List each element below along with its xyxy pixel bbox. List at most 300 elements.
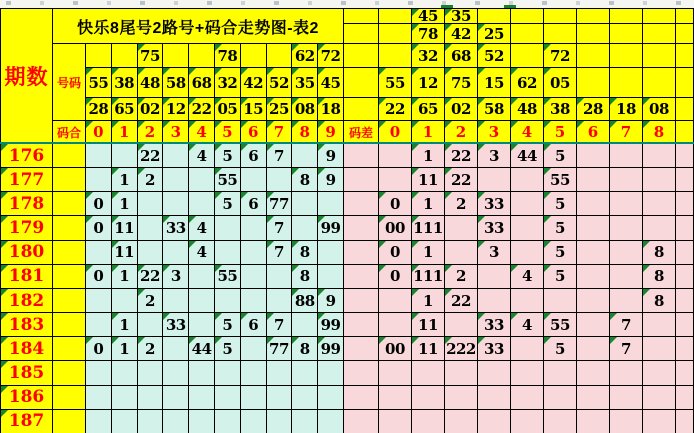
macha-header-number-r1-c0[interactable]: [379, 9, 412, 24]
macha-label[interactable]: 码差: [344, 121, 379, 144]
macha-label-column-cell[interactable]: [344, 24, 379, 44]
macha-cell-176-1[interactable]: 1: [412, 144, 445, 168]
mahe-header-number-r1-c2[interactable]: 75: [138, 44, 164, 68]
macha-digit-5[interactable]: 5: [544, 121, 577, 144]
macha-label-column-cell[interactable]: [344, 144, 379, 168]
mahe-cell-180-5[interactable]: [215, 241, 241, 265]
mahe-label-column-cell[interactable]: [53, 168, 86, 192]
mahe-cell-185-8[interactable]: [292, 361, 318, 385]
macha-cell-186-5[interactable]: [544, 386, 577, 410]
macha-cell-181-8[interactable]: 8: [643, 265, 676, 289]
mahe-cell-180-3[interactable]: [163, 241, 189, 265]
macha-cell-185-2[interactable]: [445, 361, 478, 385]
mahe-cell-186-0[interactable]: [86, 386, 112, 410]
clipped-edge-column-cell[interactable]: [676, 44, 694, 68]
mahe-cell-178-9[interactable]: [318, 192, 344, 216]
macha-cell-177-2[interactable]: 22: [445, 168, 478, 192]
period-cell-181[interactable]: 181: [1, 265, 53, 289]
clipped-edge-column-cell[interactable]: [676, 192, 694, 216]
mahe-cell-176-0[interactable]: [86, 144, 112, 168]
macha-cell-182-4[interactable]: [511, 289, 544, 313]
mahe-cell-187-7[interactable]: [267, 410, 293, 433]
macha-cell-180-6[interactable]: [577, 241, 610, 265]
macha-cell-183-2[interactable]: [445, 313, 478, 337]
mahe-digit-3[interactable]: 3: [163, 121, 189, 144]
macha-cell-187-7[interactable]: [610, 410, 643, 433]
mahe-cell-182-5[interactable]: [215, 289, 241, 313]
mahe-label-column-cell[interactable]: [53, 313, 86, 337]
macha-cell-179-5[interactable]: 5: [544, 216, 577, 240]
macha-cell-177-4[interactable]: [511, 168, 544, 192]
macha-label-column-cell[interactable]: [344, 361, 379, 385]
macha-cell-181-2[interactable]: 2: [445, 265, 478, 289]
macha-label-column-cell[interactable]: [344, 216, 379, 240]
mahe-label[interactable]: 码合: [53, 121, 86, 144]
mahe-cell-179-5[interactable]: [215, 216, 241, 240]
macha-digit-8[interactable]: 8: [643, 121, 676, 144]
mahe-cell-176-4[interactable]: 4: [189, 144, 215, 168]
mahe-cell-176-1[interactable]: [112, 144, 138, 168]
macha-header-number-r4-c7[interactable]: [610, 68, 643, 98]
macha-digit-4[interactable]: 4: [511, 121, 544, 144]
macha-cell-177-3[interactable]: [478, 168, 511, 192]
mahe-cell-176-3[interactable]: [163, 144, 189, 168]
mahe-cell-176-8[interactable]: [292, 144, 318, 168]
macha-header-number-r2-c7[interactable]: [610, 24, 643, 44]
mahe-cell-177-1[interactable]: 1: [112, 168, 138, 192]
macha-cell-183-3[interactable]: 33: [478, 313, 511, 337]
macha-cell-182-0[interactable]: [379, 289, 412, 313]
clipped-edge-column-cell[interactable]: [676, 386, 694, 410]
macha-cell-180-1[interactable]: 1: [412, 241, 445, 265]
macha-header-number-r4-c0[interactable]: 55: [379, 68, 412, 98]
macha-header-number-r3-c5[interactable]: 72: [544, 44, 577, 68]
macha-cell-185-0[interactable]: [379, 361, 412, 385]
macha-cell-176-4[interactable]: 44: [511, 144, 544, 168]
macha-header-number-r5-c3[interactable]: 58: [478, 98, 511, 121]
mahe-header-number-r2-c8[interactable]: 35: [292, 68, 318, 98]
mahe-cell-177-3[interactable]: [163, 168, 189, 192]
macha-cell-183-0[interactable]: [379, 313, 412, 337]
mahe-cell-184-6[interactable]: [241, 337, 267, 361]
macha-cell-183-4[interactable]: 4: [511, 313, 544, 337]
mahe-cell-180-4[interactable]: 4: [189, 241, 215, 265]
mahe-label-column-cell[interactable]: [53, 241, 86, 265]
macha-cell-179-7[interactable]: [610, 216, 643, 240]
macha-header-number-r1-c4[interactable]: [511, 9, 544, 24]
mahe-header-number-r3-c8[interactable]: 08: [292, 98, 318, 121]
macha-cell-184-7[interactable]: 7: [610, 337, 643, 361]
mahe-cell-177-6[interactable]: [241, 168, 267, 192]
macha-header-number-r3-c8[interactable]: [643, 44, 676, 68]
macha-header-number-r2-c4[interactable]: [511, 24, 544, 44]
mahe-cell-182-6[interactable]: [241, 289, 267, 313]
macha-cell-179-1[interactable]: 111: [412, 216, 445, 240]
macha-cell-185-6[interactable]: [577, 361, 610, 385]
mahe-cell-186-2[interactable]: [138, 386, 164, 410]
macha-label-column-cell[interactable]: [344, 68, 379, 98]
macha-label-column-cell[interactable]: [344, 265, 379, 289]
macha-cell-187-0[interactable]: [379, 410, 412, 433]
clipped-edge-column-cell[interactable]: [676, 121, 694, 144]
mahe-header-number-r2-c5[interactable]: 32: [215, 68, 241, 98]
macha-cell-179-4[interactable]: [511, 216, 544, 240]
mahe-cell-180-0[interactable]: [86, 241, 112, 265]
mahe-cell-183-5[interactable]: 5: [215, 313, 241, 337]
macha-cell-186-2[interactable]: [445, 386, 478, 410]
macha-cell-182-7[interactable]: [610, 289, 643, 313]
macha-cell-183-5[interactable]: 55: [544, 313, 577, 337]
period-cell-187[interactable]: 187: [1, 410, 53, 433]
clipped-edge-column-cell[interactable]: [676, 98, 694, 121]
macha-cell-176-6[interactable]: [577, 144, 610, 168]
macha-cell-187-2[interactable]: [445, 410, 478, 433]
mahe-cell-177-8[interactable]: 8: [292, 168, 318, 192]
mahe-header-number-r1-c6[interactable]: [241, 44, 267, 68]
period-cell-178[interactable]: 178: [1, 192, 53, 216]
mahe-cell-178-3[interactable]: [163, 192, 189, 216]
mahe-cell-180-1[interactable]: 11: [112, 241, 138, 265]
mahe-cell-185-7[interactable]: [267, 361, 293, 385]
mahe-cell-182-0[interactable]: [86, 289, 112, 313]
mahe-cell-185-5[interactable]: [215, 361, 241, 385]
clipped-edge-column-cell[interactable]: [676, 289, 694, 313]
mahe-cell-185-6[interactable]: [241, 361, 267, 385]
mahe-cell-186-5[interactable]: [215, 386, 241, 410]
macha-cell-184-6[interactable]: [577, 337, 610, 361]
mahe-cell-187-4[interactable]: [189, 410, 215, 433]
mahe-cell-184-4[interactable]: 44: [189, 337, 215, 361]
macha-cell-180-4[interactable]: [511, 241, 544, 265]
mahe-cell-181-6[interactable]: [241, 265, 267, 289]
mahe-header-number-r3-c5[interactable]: 05: [215, 98, 241, 121]
mahe-cell-181-7[interactable]: [267, 265, 293, 289]
mahe-cell-179-7[interactable]: 7: [267, 216, 293, 240]
mahe-cell-184-9[interactable]: 99: [318, 337, 344, 361]
mahe-cell-185-9[interactable]: [318, 361, 344, 385]
macha-cell-185-3[interactable]: [478, 361, 511, 385]
macha-cell-180-8[interactable]: 8: [643, 241, 676, 265]
macha-cell-186-3[interactable]: [478, 386, 511, 410]
macha-cell-178-6[interactable]: [577, 192, 610, 216]
period-cell-182[interactable]: 182: [1, 289, 53, 313]
period-cell-177[interactable]: 177: [1, 168, 53, 192]
macha-label-column-cell[interactable]: [344, 168, 379, 192]
mahe-header-number-r3-c9[interactable]: 18: [318, 98, 344, 121]
macha-cell-181-4[interactable]: 4: [511, 265, 544, 289]
macha-cell-186-1[interactable]: [412, 386, 445, 410]
macha-cell-184-1[interactable]: 11: [412, 337, 445, 361]
mahe-cell-178-1[interactable]: 1: [112, 192, 138, 216]
mahe-cell-182-4[interactable]: [189, 289, 215, 313]
macha-header-number-r5-c7[interactable]: 18: [610, 98, 643, 121]
mahe-cell-183-7[interactable]: 7: [267, 313, 293, 337]
mahe-cell-177-0[interactable]: [86, 168, 112, 192]
macha-cell-180-3[interactable]: 3: [478, 241, 511, 265]
mahe-cell-186-8[interactable]: [292, 386, 318, 410]
period-cell-186[interactable]: 186: [1, 386, 53, 410]
mahe-cell-184-3[interactable]: [163, 337, 189, 361]
macha-cell-178-1[interactable]: 1: [412, 192, 445, 216]
mahe-cell-183-1[interactable]: 1: [112, 313, 138, 337]
mahe-header-number-r3-c6[interactable]: 15: [241, 98, 267, 121]
macha-header-number-r4-c5[interactable]: 05: [544, 68, 577, 98]
mahe-cell-179-4[interactable]: 4: [189, 216, 215, 240]
macha-cell-177-1[interactable]: 11: [412, 168, 445, 192]
mahe-cell-181-5[interactable]: 55: [215, 265, 241, 289]
mahe-header-number-r1-c4[interactable]: [189, 44, 215, 68]
macha-cell-179-6[interactable]: [577, 216, 610, 240]
mahe-cell-181-4[interactable]: [189, 265, 215, 289]
table-title[interactable]: 快乐8尾号2路号+码合走势图-表2: [53, 9, 344, 44]
macha-cell-182-6[interactable]: [577, 289, 610, 313]
mahe-cell-185-1[interactable]: [112, 361, 138, 385]
clipped-edge-column-cell[interactable]: [676, 265, 694, 289]
mahe-label-column-cell[interactable]: [53, 216, 86, 240]
macha-cell-186-4[interactable]: [511, 386, 544, 410]
macha-header-number-r4-c6[interactable]: [577, 68, 610, 98]
macha-digit-6[interactable]: 6: [577, 121, 610, 144]
mahe-digit-5[interactable]: 5: [215, 121, 241, 144]
mahe-header-number-r3-c3[interactable]: 12: [163, 98, 189, 121]
mahe-cell-186-9[interactable]: [318, 386, 344, 410]
macha-cell-178-2[interactable]: 2: [445, 192, 478, 216]
macha-digit-7[interactable]: 7: [610, 121, 643, 144]
mahe-cell-176-9[interactable]: 9: [318, 144, 344, 168]
macha-cell-186-7[interactable]: [610, 386, 643, 410]
macha-cell-178-5[interactable]: 5: [544, 192, 577, 216]
mahe-label-column-cell[interactable]: [53, 144, 86, 168]
clipped-edge-column-cell[interactable]: [676, 68, 694, 98]
macha-cell-184-5[interactable]: 5: [544, 337, 577, 361]
macha-cell-184-2[interactable]: 222: [445, 337, 478, 361]
mahe-cell-179-8[interactable]: [292, 216, 318, 240]
macha-header-number-r3-c2[interactable]: 68: [445, 44, 478, 68]
mahe-cell-183-2[interactable]: [138, 313, 164, 337]
macha-cell-185-8[interactable]: [643, 361, 676, 385]
macha-header-number-r2-c0[interactable]: [379, 24, 412, 44]
mahe-cell-181-2[interactable]: 22: [138, 265, 164, 289]
macha-cell-182-5[interactable]: [544, 289, 577, 313]
mahe-cell-177-5[interactable]: 55: [215, 168, 241, 192]
mahe-cell-184-8[interactable]: 8: [292, 337, 318, 361]
macha-label-column-cell[interactable]: [344, 289, 379, 313]
macha-cell-182-2[interactable]: 22: [445, 289, 478, 313]
mahe-header-number-r2-c6[interactable]: 42: [241, 68, 267, 98]
mahe-cell-184-2[interactable]: 2: [138, 337, 164, 361]
mahe-cell-178-8[interactable]: [292, 192, 318, 216]
mahe-header-number-r2-c3[interactable]: 58: [163, 68, 189, 98]
mahe-cell-177-9[interactable]: 9: [318, 168, 344, 192]
macha-header-number-r3-c0[interactable]: [379, 44, 412, 68]
mahe-digit-0[interactable]: 0: [86, 121, 112, 144]
macha-cell-186-6[interactable]: [577, 386, 610, 410]
mahe-cell-184-0[interactable]: 0: [86, 337, 112, 361]
macha-header-number-r1-c2[interactable]: 35: [445, 9, 478, 24]
macha-cell-184-0[interactable]: 00: [379, 337, 412, 361]
mahe-digit-1[interactable]: 1: [112, 121, 138, 144]
mahe-cell-179-3[interactable]: 33: [163, 216, 189, 240]
mahe-cell-182-1[interactable]: [112, 289, 138, 313]
mahe-cell-187-5[interactable]: [215, 410, 241, 433]
macha-digit-3[interactable]: 3: [478, 121, 511, 144]
macha-header-number-r3-c4[interactable]: [511, 44, 544, 68]
macha-cell-179-8[interactable]: [643, 216, 676, 240]
mahe-header-number-r1-c7[interactable]: [267, 44, 293, 68]
mahe-cell-187-0[interactable]: [86, 410, 112, 433]
mahe-cell-177-2[interactable]: 2: [138, 168, 164, 192]
clipped-edge-column-cell[interactable]: [676, 9, 694, 24]
period-cell-179[interactable]: 179: [1, 216, 53, 240]
macha-cell-182-8[interactable]: 8: [643, 289, 676, 313]
mahe-digit-7[interactable]: 7: [267, 121, 293, 144]
macha-cell-177-0[interactable]: [379, 168, 412, 192]
mahe-label-column-cell[interactable]: [53, 289, 86, 313]
macha-header-number-r1-c7[interactable]: [610, 9, 643, 24]
mahe-cell-178-7[interactable]: 77: [267, 192, 293, 216]
macha-label-column-cell[interactable]: [344, 98, 379, 121]
mahe-cell-181-8[interactable]: 8: [292, 265, 318, 289]
macha-header-number-r2-c8[interactable]: [643, 24, 676, 44]
mahe-cell-186-4[interactable]: [189, 386, 215, 410]
clipped-edge-column-cell[interactable]: [676, 361, 694, 385]
macha-cell-176-7[interactable]: [610, 144, 643, 168]
macha-header-number-r5-c6[interactable]: 28: [577, 98, 610, 121]
macha-cell-177-7[interactable]: [610, 168, 643, 192]
macha-cell-187-3[interactable]: [478, 410, 511, 433]
macha-cell-180-5[interactable]: 5: [544, 241, 577, 265]
mahe-label-column-cell[interactable]: [53, 410, 86, 433]
mahe-cell-176-2[interactable]: 22: [138, 144, 164, 168]
mahe-digit-8[interactable]: 8: [292, 121, 318, 144]
clipped-edge-column-cell[interactable]: [676, 241, 694, 265]
macha-label-column-cell[interactable]: [344, 241, 379, 265]
mahe-cell-178-0[interactable]: 0: [86, 192, 112, 216]
macha-header-number-r1-c5[interactable]: [544, 9, 577, 24]
mahe-cell-185-0[interactable]: [86, 361, 112, 385]
macha-cell-182-3[interactable]: [478, 289, 511, 313]
macha-header-number-r2-c5[interactable]: [544, 24, 577, 44]
clipped-edge-column-cell[interactable]: [676, 410, 694, 433]
mahe-cell-178-5[interactable]: 5: [215, 192, 241, 216]
mahe-cell-179-0[interactable]: 0: [86, 216, 112, 240]
macha-cell-181-3[interactable]: [478, 265, 511, 289]
macha-cell-186-0[interactable]: [379, 386, 412, 410]
clipped-edge-column-cell[interactable]: [676, 168, 694, 192]
mahe-header-number-r2-c0[interactable]: 55: [86, 68, 112, 98]
mahe-cell-181-1[interactable]: 1: [112, 265, 138, 289]
macha-cell-185-4[interactable]: [511, 361, 544, 385]
macha-header-number-r2-c6[interactable]: [577, 24, 610, 44]
macha-header-number-r3-c1[interactable]: 32: [412, 44, 445, 68]
mahe-cell-183-8[interactable]: [292, 313, 318, 337]
macha-cell-177-6[interactable]: [577, 168, 610, 192]
macha-cell-182-1[interactable]: 1: [412, 289, 445, 313]
macha-cell-176-0[interactable]: [379, 144, 412, 168]
mahe-header-number-r1-c9[interactable]: 72: [318, 44, 344, 68]
mahe-cell-182-3[interactable]: [163, 289, 189, 313]
macha-header-number-r4-c8[interactable]: [643, 68, 676, 98]
macha-cell-186-8[interactable]: [643, 386, 676, 410]
mahe-cell-176-6[interactable]: 6: [241, 144, 267, 168]
mahe-cell-179-2[interactable]: [138, 216, 164, 240]
macha-header-number-r4-c4[interactable]: 62: [511, 68, 544, 98]
macha-header-number-r4-c3[interactable]: 15: [478, 68, 511, 98]
macha-cell-184-8[interactable]: [643, 337, 676, 361]
mahe-cell-179-1[interactable]: 11: [112, 216, 138, 240]
macha-label-column-cell[interactable]: [344, 337, 379, 361]
clipped-edge-column-cell[interactable]: [676, 216, 694, 240]
mahe-cell-186-1[interactable]: [112, 386, 138, 410]
macha-digit-2[interactable]: 2: [445, 121, 478, 144]
mahe-cell-181-0[interactable]: 0: [86, 265, 112, 289]
mahe-cell-178-4[interactable]: [189, 192, 215, 216]
period-cell-180[interactable]: 180: [1, 241, 53, 265]
macha-cell-185-5[interactable]: [544, 361, 577, 385]
mahe-header-number-r3-c0[interactable]: 28: [86, 98, 112, 121]
clipped-edge-column-cell[interactable]: [676, 24, 694, 44]
macha-label-column-cell[interactable]: [344, 44, 379, 68]
macha-cell-181-1[interactable]: 111: [412, 265, 445, 289]
mahe-header-number-r2-c1[interactable]: 38: [112, 68, 138, 98]
macha-cell-180-2[interactable]: [445, 241, 478, 265]
clipped-edge-column-cell[interactable]: [676, 337, 694, 361]
macha-cell-181-0[interactable]: 0: [379, 265, 412, 289]
macha-cell-176-3[interactable]: 3: [478, 144, 511, 168]
mahe-cell-186-7[interactable]: [267, 386, 293, 410]
macha-header-number-r5-c4[interactable]: 48: [511, 98, 544, 121]
mahe-cell-182-7[interactable]: [267, 289, 293, 313]
macha-cell-177-5[interactable]: 55: [544, 168, 577, 192]
mahe-cell-177-4[interactable]: [189, 168, 215, 192]
macha-cell-176-2[interactable]: 22: [445, 144, 478, 168]
mahe-cell-180-2[interactable]: [138, 241, 164, 265]
mahe-digit-4[interactable]: 4: [189, 121, 215, 144]
macha-cell-185-1[interactable]: [412, 361, 445, 385]
macha-cell-179-3[interactable]: 33: [478, 216, 511, 240]
macha-header-number-r2-c2[interactable]: 42: [445, 24, 478, 44]
mahe-cell-183-3[interactable]: 33: [163, 313, 189, 337]
macha-cell-179-0[interactable]: 00: [379, 216, 412, 240]
macha-header-number-r3-c6[interactable]: [577, 44, 610, 68]
macha-cell-187-4[interactable]: [511, 410, 544, 433]
macha-cell-185-7[interactable]: [610, 361, 643, 385]
mahe-header-number-r1-c0[interactable]: [86, 44, 112, 68]
macha-cell-181-7[interactable]: [610, 265, 643, 289]
mahe-cell-183-6[interactable]: 6: [241, 313, 267, 337]
macha-cell-187-8[interactable]: [643, 410, 676, 433]
period-cell-185[interactable]: 185: [1, 361, 53, 385]
period-header-label[interactable]: 期数: [1, 9, 53, 144]
mahe-cell-180-9[interactable]: [318, 241, 344, 265]
macha-cell-183-6[interactable]: [577, 313, 610, 337]
mahe-cell-185-2[interactable]: [138, 361, 164, 385]
macha-header-number-r1-c1[interactable]: 45: [412, 9, 445, 24]
mahe-cell-187-8[interactable]: [292, 410, 318, 433]
macha-cell-177-8[interactable]: [643, 168, 676, 192]
macha-label-column-cell[interactable]: [344, 410, 379, 433]
mahe-cell-184-7[interactable]: 77: [267, 337, 293, 361]
mahe-cell-176-7[interactable]: 7: [267, 144, 293, 168]
macha-header-number-r2-c1[interactable]: 78: [412, 24, 445, 44]
macha-digit-0[interactable]: 0: [379, 121, 412, 144]
mahe-cell-182-8[interactable]: 88: [292, 289, 318, 313]
clipped-edge-column-cell[interactable]: [676, 144, 694, 168]
mahe-cell-187-6[interactable]: [241, 410, 267, 433]
macha-label-column-cell[interactable]: [344, 386, 379, 410]
clipped-edge-column-cell[interactable]: [676, 313, 694, 337]
mahe-cell-187-2[interactable]: [138, 410, 164, 433]
